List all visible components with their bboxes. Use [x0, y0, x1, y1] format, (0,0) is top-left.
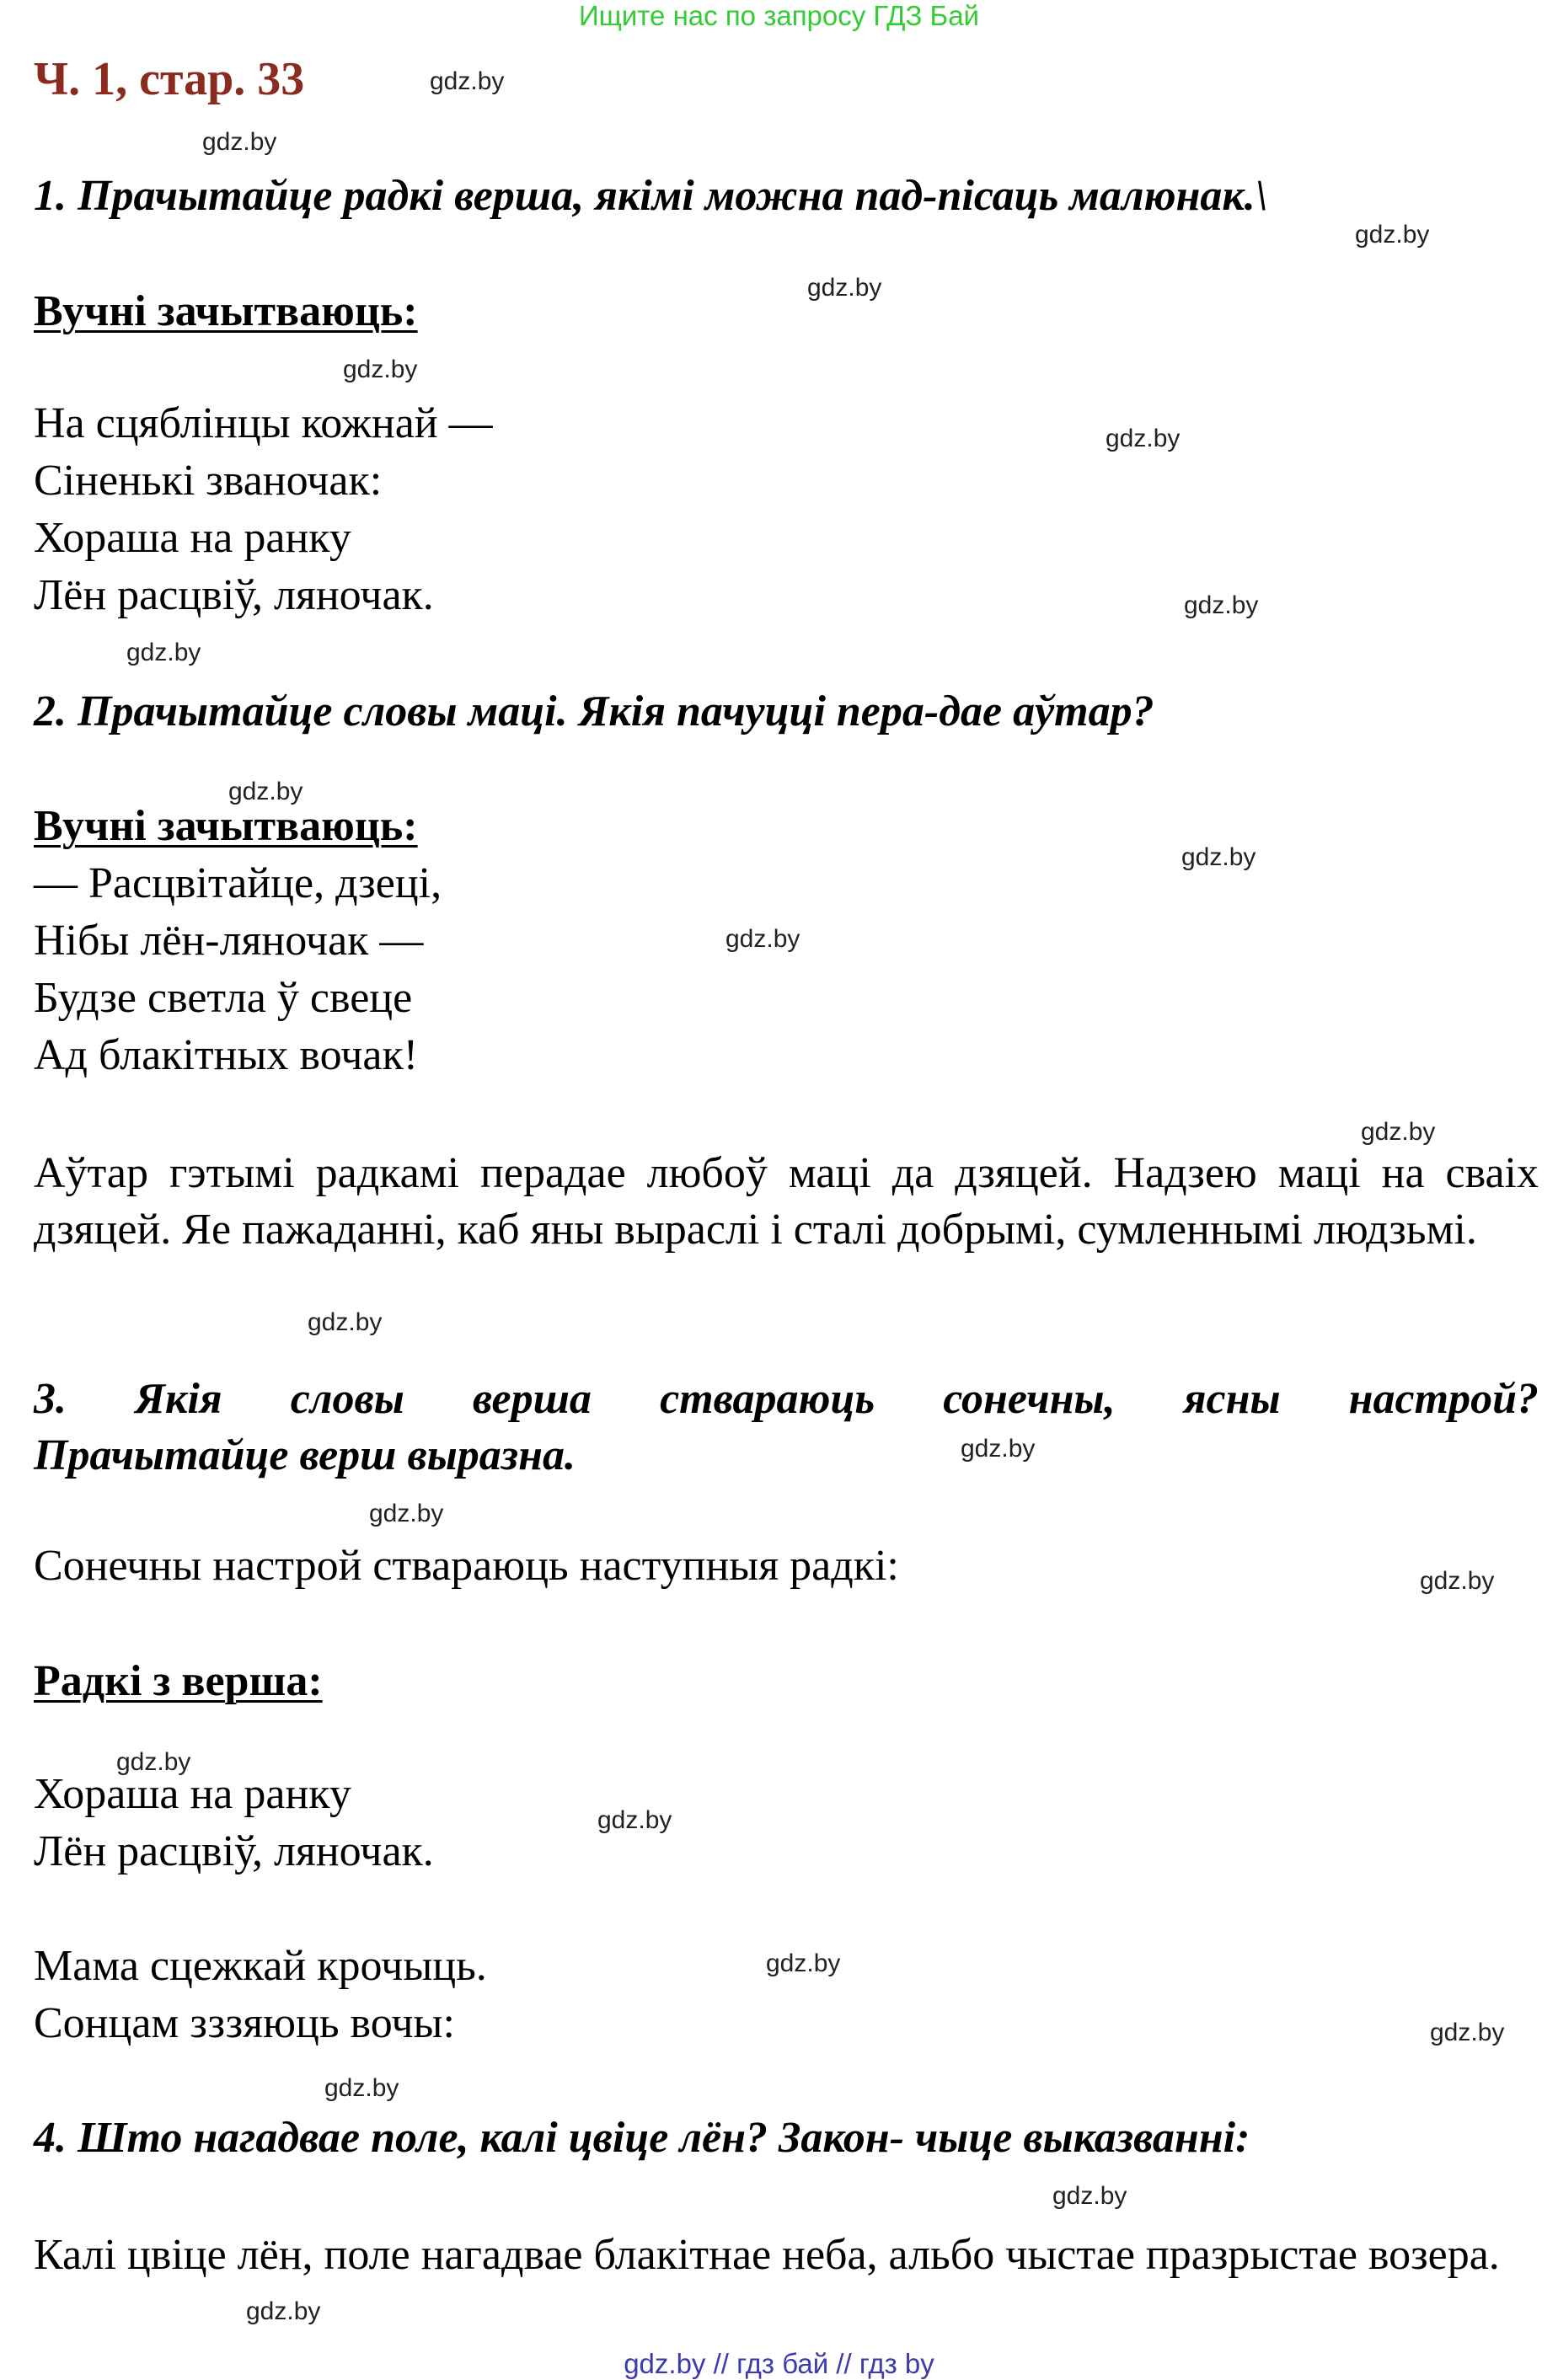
watermark: gdz.by	[1361, 1118, 1436, 1146]
watermark: gdz.by	[725, 925, 800, 953]
lines-from-poem-heading: Радкі з верша:	[34, 1657, 323, 1705]
watermark: gdz.by	[1052, 2182, 1127, 2210]
poem-3-line: Мама сцежкай крочыць.	[34, 1942, 487, 1990]
task-2-answer: Аўтар гэтымі радкамі перадае любоў маці да дзяцей. Надзею маці на сваіх дзяцей. Яе пажаданні, каб яны выраслі і сталі добрымі, сумленнымі людзьмі.	[34, 1149, 1539, 1254]
watermark: gdz.by	[1430, 2019, 1505, 2046]
task-4-answer: Калі цвіце лён, поле нагадвае блакітнае неба, альбо чыстае празрыстае возера.	[34, 2231, 1500, 2279]
watermark: gdz.by	[961, 1435, 1036, 1463]
watermark: gdz.by	[1181, 843, 1256, 871]
watermark: gdz.by	[369, 1500, 444, 1527]
watermark: gdz.by	[1106, 425, 1181, 452]
watermark: gdz.by	[308, 1308, 383, 1336]
task-1-question: 1. Прачытайце радкі верша, якімі можна пад-пісаць малюнак.\	[34, 172, 1268, 220]
poem-2-line: Нібы лён-ляночак —	[34, 917, 424, 965]
poem-1-line: Лён расцвіў, ляночак.	[34, 571, 434, 619]
poem-2-line: — Расцвітайце, дзеці,	[34, 859, 442, 907]
poem-2-line: Ад блакітных вочак!	[34, 1031, 419, 1079]
top-banner: Ищите нас по запросу ГДЗ Бай	[579, 0, 979, 31]
poem-2-line: Будзе светла ў свеце	[34, 974, 413, 1022]
poem-1-line: Сіненькі званочак:	[34, 457, 383, 505]
task-2-question: 2. Прачытайце словы маці. Якія пачуцці пера-дае аўтар?	[34, 687, 1154, 735]
watermark: gdz.by	[126, 639, 201, 666]
watermark: gdz.by	[430, 67, 505, 95]
poem-1-line: Хораша на ранку	[34, 514, 351, 562]
watermark: gdz.by	[116, 1748, 191, 1776]
poem-3-line: Лён расцвіў, ляночак.	[34, 1827, 434, 1875]
watermark: gdz.by	[807, 274, 882, 302]
task-3-line-1: 3. Якія словы верша ствараюць сонечны, ясны настрой?	[34, 1375, 1539, 1423]
pupils-read-heading-2: Вучні зачытваюць:	[34, 802, 418, 850]
task-3-question	[34, 1371, 1539, 1484]
task-3-answer: Сонечны настрой ствараюць наступныя радкі:	[34, 1542, 899, 1590]
poem-3-line: Сонцам зззяюць вочы:	[34, 1999, 455, 2047]
task-3-line-2: Прачытайце верш выразна.	[34, 1431, 576, 1479]
footer-links: gdz.by // гдз бай // гдз by	[624, 2348, 934, 2379]
watermark: gdz.by	[1184, 591, 1259, 619]
watermark: gdz.by	[202, 128, 277, 156]
watermark: gdz.by	[228, 778, 303, 805]
poem-3-line: Хораша на ранку	[34, 1770, 351, 1818]
task-4-question: 4. Што нагадвае поле, калі цвіце лён? Закон- чыце выказванні:	[34, 2114, 1250, 2162]
watermark: gdz.by	[324, 2074, 399, 2102]
page-title: Ч. 1, стар. 33	[34, 53, 305, 105]
watermark: gdz.by	[246, 2297, 321, 2325]
watermark: gdz.by	[1420, 1567, 1495, 1595]
watermark: gdz.by	[597, 1806, 672, 1834]
pupils-read-heading-1: Вучні зачытваюць:	[34, 287, 418, 335]
poem-1-line: На сцяблінцы кожнай —	[34, 399, 493, 447]
watermark: gdz.by	[1355, 221, 1430, 249]
watermark: gdz.by	[766, 1949, 841, 1977]
watermark: gdz.by	[343, 356, 418, 383]
